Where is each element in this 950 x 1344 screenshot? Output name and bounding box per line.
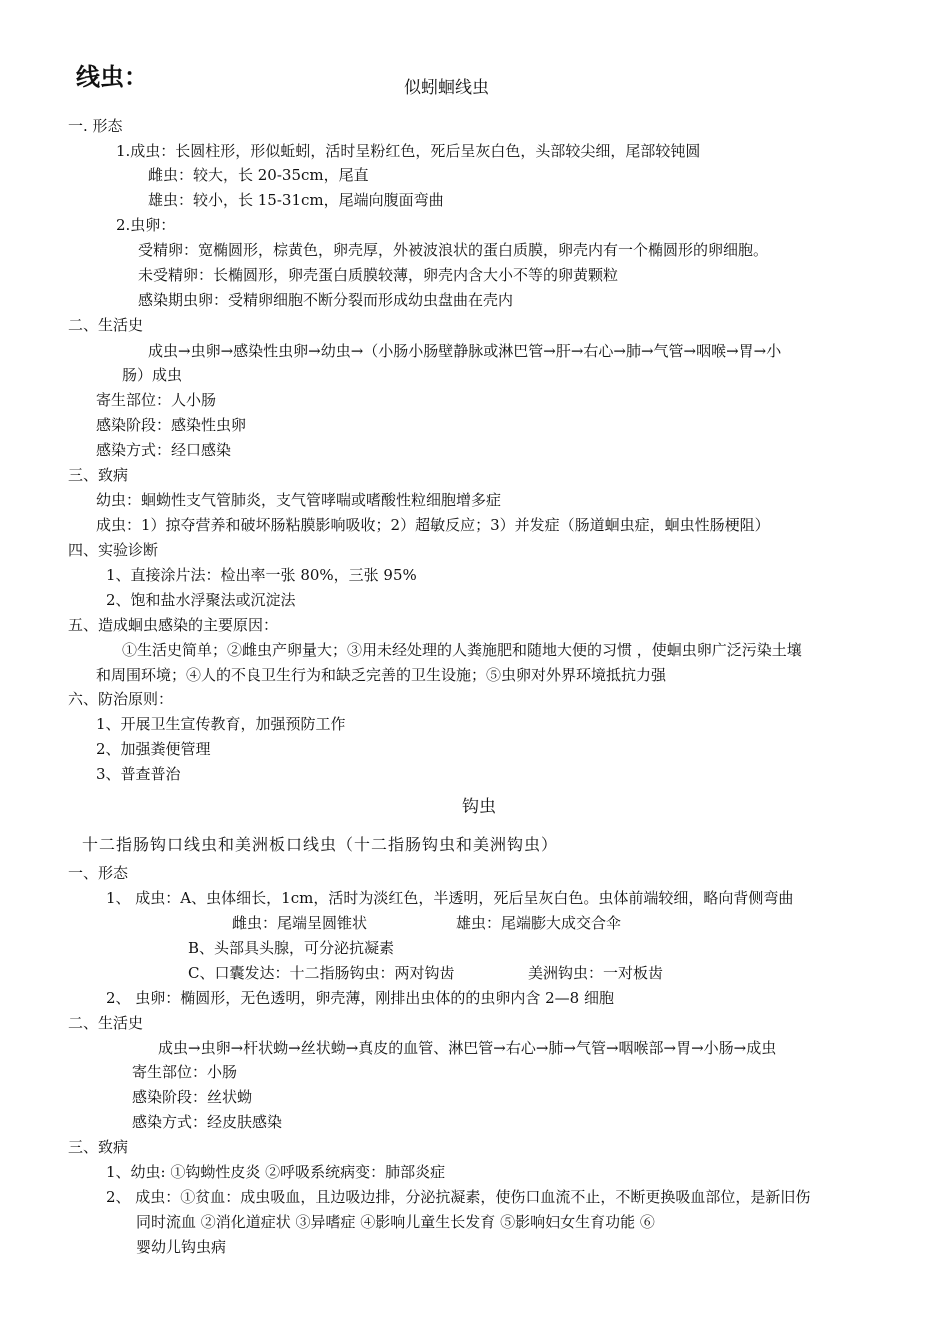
ascaris-heading-prevention: 六、防治原则： <box>68 690 174 708</box>
hookworm-egg: 2、 虫卵：椭圆形，无色透明，卵壳薄，刚排出虫体的的虫卵内含 2—8 细胞 <box>106 989 614 1007</box>
hookworm-site: 寄生部位：小肠 <box>132 1063 238 1081</box>
main-title: 线虫： <box>76 62 148 91</box>
ascaris-female: 雌虫：较大，长 20-35cm，尾直 <box>148 166 369 184</box>
hookworm-heading-lifecycle: 二、生活史 <box>68 1014 144 1032</box>
hookworm-head-glands: B、头部具头腺，可分泌抗凝素 <box>188 939 395 957</box>
ascaris-heading-morphology: 一. 形态 <box>68 117 123 135</box>
ascaris-causes-line2: 和周围环境；④人的不良卫生行为和缺乏完善的卫生设施；⑤虫卵对外界环境抵抗力强 <box>96 666 667 684</box>
section-title-ascaris: 似蚓蛔线虫 <box>404 78 489 98</box>
hookworm-larva-pathology: 1、幼虫: ①钩蚴性皮炎 ②呼吸系统病变：肺部炎症 <box>106 1163 446 1181</box>
ascaris-egg-heading: 2.虫卵： <box>116 216 176 234</box>
ascaris-causes-line1: ①生活史简单；②雌虫产卵量大；③用未经处理的人粪施肥和随地大便的习惯 ，使蛔虫卵广泛污染土壤 <box>122 641 802 659</box>
ascaris-prevention-3: 3、普查普治 <box>96 765 181 783</box>
hookworm-adult-pathology-line3: 婴幼儿钩虫病 <box>136 1238 227 1256</box>
ascaris-infection-route: 感染方式：经口感染 <box>96 441 232 459</box>
hookworm-adult: 1、 成虫：A、虫体细长，1cm，活时为淡红色，半透明，死后呈灰白色。虫体前端较细，略向背侧弯曲 <box>106 889 794 907</box>
hookworm-adult-pathology-line2: 同时流血 ②消化道症状 ③异嗜症 ④影响儿童生长发育 ⑤影响妇女生育功能 ⑥ <box>136 1213 655 1231</box>
ascaris-heading-causes: 五、造成蛔虫感染的主要原因： <box>68 616 279 634</box>
ascaris-male: 雄虫：较小，长 15-31cm，尾端向腹面弯曲 <box>148 191 444 209</box>
hookworm-lifecycle: 成虫→虫卵→杆状蚴→丝状蚴→真皮的血管、淋巴管→右心→肺→气管→咽喉部→胃→小肠→成虫 <box>158 1039 777 1057</box>
ascaris-site: 寄生部位：人小肠 <box>96 391 217 409</box>
ascaris-heading-lifecycle: 二、生活史 <box>68 316 144 334</box>
hookworm-adult-pathology-line1: 2、 成虫：①贫血：成虫吸血，且边吸边排，分泌抗凝素，使伤口血流不止，不断更换吸血部位，是新旧伤 <box>106 1188 811 1206</box>
ascaris-adult-pathology: 成虫：1）掠夺营养和破坏肠粘膜影响吸收；2）超敏反应；3）并发症（肠道蛔虫症，蛔虫性肠梗阻） <box>96 516 770 534</box>
hookworm-buccal-capsule: C、口囊发达：十二指肠钩虫：两对钩齿 <box>188 964 455 982</box>
ascaris-diagnosis-1: 1、直接涂片法：检出率一张 80%，三张 95% <box>106 566 417 584</box>
hookworm-heading-pathogenesis: 三、致病 <box>68 1138 129 1156</box>
ascaris-adult: 1.成虫：长圆柱形，形似蚯蚓，活时呈粉红色，死后呈灰白色，头部较尖细，尾部较钝圆 <box>116 142 701 160</box>
ascaris-heading-diagnosis: 四、实验诊断 <box>68 541 159 559</box>
ascaris-lifecycle-line2: 肠）成虫 <box>122 366 183 384</box>
hookworm-female: 雌虫：尾端呈圆锥状 <box>232 914 368 932</box>
ascaris-fertilized-egg: 受精卵：宽椭圆形，棕黄色，卵壳厚，外被波浪状的蛋白质膜，卵壳内有一个椭圆形的卵细胞。 <box>138 241 769 259</box>
hookworm-infection-route: 感染方式：经皮肤感染 <box>132 1113 283 1131</box>
ascaris-lifecycle-line1: 成虫→虫卵→感染性虫卵→幼虫→（小肠小肠壁静脉或淋巴管→肝→右心→肺→气管→咽喉→胃→小 <box>148 342 782 360</box>
hookworm-american-plates: 美洲钩虫：一对板齿 <box>528 964 664 982</box>
ascaris-infective-stage: 感染阶段：感染性虫卵 <box>96 416 247 434</box>
hookworm-subtitle: 十二指肠钩口线虫和美洲板口线虫（十二指肠钩虫和美洲钩虫） <box>82 835 559 854</box>
hookworm-infective-stage: 感染阶段：丝状蚴 <box>132 1088 253 1106</box>
ascaris-diagnosis-2: 2、饱和盐水浮聚法或沉淀法 <box>106 591 296 609</box>
ascaris-prevention-1: 1、开展卫生宣传教育，加强预防工作 <box>96 715 346 733</box>
ascaris-unfertilized-egg: 未受精卵：长椭圆形，卵壳蛋白质膜较薄，卵壳内含大小不等的卵黄颗粒 <box>138 266 619 284</box>
ascaris-heading-pathogenesis: 三、致病 <box>68 466 129 484</box>
hookworm-male: 雄虫：尾端膨大成交合伞 <box>456 914 622 932</box>
ascaris-prevention-2: 2、加强粪便管理 <box>96 740 211 758</box>
ascaris-infective-egg: 感染期虫卵：受精卵细胞不断分裂而形成幼虫盘曲在壳内 <box>138 291 514 309</box>
ascaris-larva-pathology: 幼虫：蛔蚴性支气管肺炎，支气管哮喘或嗜酸性粒细胞增多症 <box>96 491 502 509</box>
section-title-hookworm: 钩虫 <box>462 797 496 817</box>
hookworm-heading-morphology: 一、形态 <box>68 864 129 882</box>
